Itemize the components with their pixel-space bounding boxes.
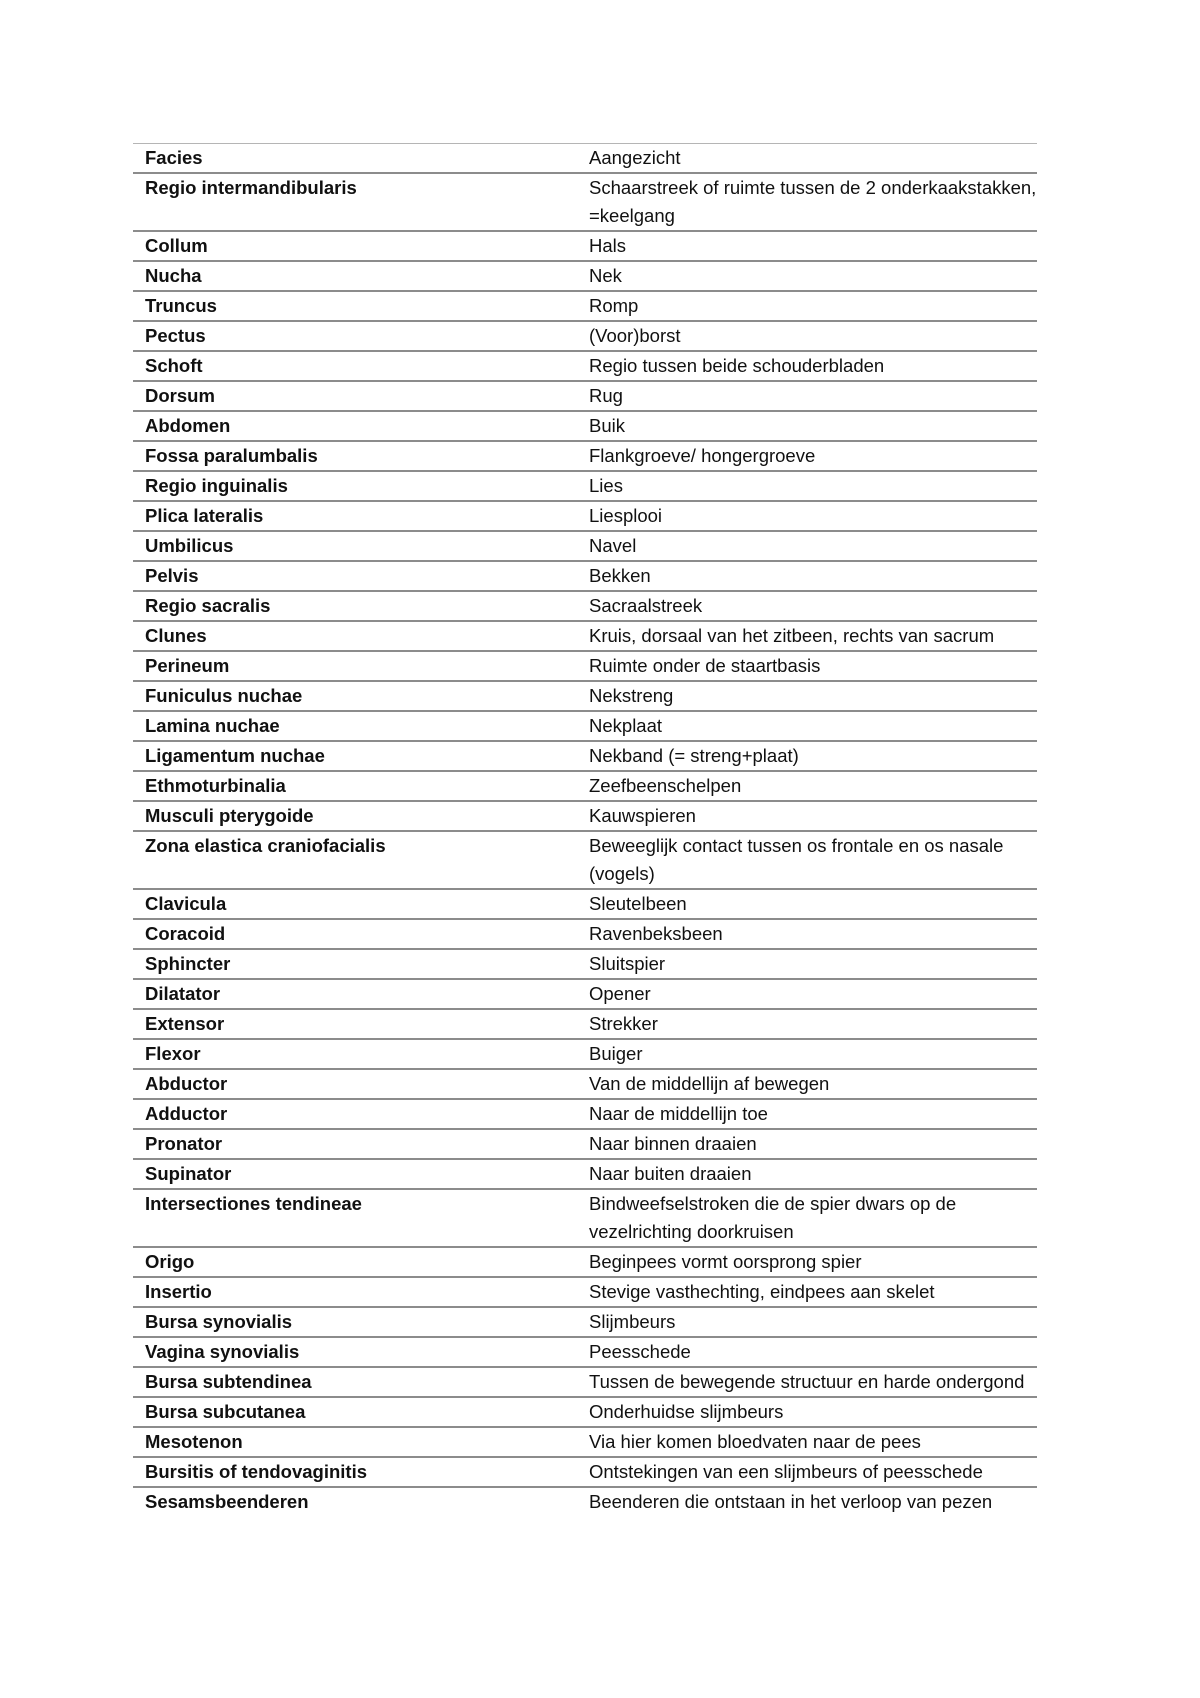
table-row bbox=[133, 381, 1037, 411]
table-row bbox=[133, 1367, 1037, 1397]
definition-cell: Onderhuidse slijmbeurs bbox=[589, 1401, 784, 1422]
term-cell: Extensor bbox=[145, 1013, 225, 1034]
table-row bbox=[133, 651, 1037, 681]
definition-cell: Aangezicht bbox=[589, 147, 681, 168]
table-row bbox=[133, 1247, 1037, 1277]
definition-cell: Romp bbox=[589, 295, 639, 316]
definition-cell: Slijmbeurs bbox=[589, 1311, 676, 1332]
term-cell: Lamina nuchae bbox=[145, 715, 280, 736]
term-cell: Clavicula bbox=[145, 893, 227, 914]
definition-cell: Beenderen die ontstaan in het verloop van pezen bbox=[589, 1491, 993, 1512]
table-row bbox=[133, 711, 1037, 741]
table-row bbox=[133, 321, 1037, 351]
definition-cell: Naar binnen draaien bbox=[589, 1133, 757, 1154]
table-row bbox=[133, 621, 1037, 651]
definition-cell: Nek bbox=[589, 265, 622, 286]
term-cell: Flexor bbox=[145, 1043, 201, 1064]
terminology-table bbox=[133, 143, 1037, 1516]
table-row bbox=[133, 1009, 1037, 1039]
term-cell: Fossa paralumbalis bbox=[145, 445, 318, 466]
term-cell: Sesamsbeenderen bbox=[145, 1491, 309, 1512]
definition-cell: Naar de middellijn toe bbox=[589, 1103, 768, 1124]
term-cell: Bursitis of tendovaginitis bbox=[145, 1461, 368, 1482]
term-cell: Funiculus nuchae bbox=[145, 685, 303, 706]
definition-cell: Rug bbox=[589, 385, 623, 406]
definition-cell: Opener bbox=[589, 983, 651, 1004]
term-cell: Supinator bbox=[145, 1163, 232, 1184]
definition-cell: Bindweefselstroken die de spier dwars op de vezelrichting doorkruisen bbox=[589, 1193, 957, 1242]
table-row bbox=[133, 1159, 1037, 1189]
table-row bbox=[133, 144, 1037, 174]
table-row bbox=[133, 1099, 1037, 1129]
table-row bbox=[133, 771, 1037, 801]
table-row bbox=[133, 441, 1037, 471]
term-cell: Collum bbox=[145, 235, 208, 256]
definition-cell: Regio tussen beide schouderbladen bbox=[589, 355, 885, 376]
term-cell: Ligamentum nuchae bbox=[145, 745, 325, 766]
term-cell: Vagina synovialis bbox=[145, 1341, 300, 1362]
table-row bbox=[133, 1457, 1037, 1487]
table-row bbox=[133, 1069, 1037, 1099]
table-row bbox=[133, 291, 1037, 321]
term-cell: Bursa synovialis bbox=[145, 1311, 293, 1332]
term-cell: Regio intermandibularis bbox=[145, 177, 357, 198]
term-cell: Bursa subtendinea bbox=[145, 1371, 312, 1392]
term-cell: Regio sacralis bbox=[145, 595, 271, 616]
definition-cell: Nekplaat bbox=[589, 715, 663, 736]
definition-cell: Strekker bbox=[589, 1013, 658, 1034]
term-cell: Mesotenon bbox=[145, 1431, 243, 1452]
definition-cell: Schaarstreek of ruimte tussen de 2 onderkaakstakken, =keelgang bbox=[589, 177, 1037, 226]
term-cell: Zona elastica craniofacialis bbox=[145, 835, 386, 856]
definition-cell: Sacraalstreek bbox=[589, 595, 703, 616]
table-row bbox=[133, 1487, 1037, 1516]
table-row bbox=[133, 351, 1037, 381]
definition-cell: Kruis, dorsaal van het zitbeen, rechts van sacrum bbox=[589, 625, 995, 646]
table-row bbox=[133, 801, 1037, 831]
definition-cell: Kauwspieren bbox=[589, 805, 696, 826]
definition-cell: Ontstekingen van een slijmbeurs of peesschede bbox=[589, 1461, 983, 1482]
definition-cell: Nekband (= streng+plaat) bbox=[589, 745, 799, 766]
term-cell: Intersectiones tendineae bbox=[145, 1193, 362, 1214]
definition-cell: Ruimte onder de staartbasis bbox=[589, 655, 821, 676]
table-row bbox=[133, 411, 1037, 441]
definition-cell: Navel bbox=[589, 535, 637, 556]
definition-cell: Zeefbeenschelpen bbox=[589, 775, 742, 796]
definition-cell: (Voor)borst bbox=[589, 325, 681, 346]
definition-cell: Liesplooi bbox=[589, 505, 663, 526]
term-cell: Schoft bbox=[145, 355, 203, 376]
definition-cell: Via hier komen bloedvaten naar de pees bbox=[589, 1431, 921, 1452]
term-cell: Insertio bbox=[145, 1281, 212, 1302]
table-row bbox=[133, 561, 1037, 591]
definition-cell: Buik bbox=[589, 415, 625, 436]
table-row bbox=[133, 1397, 1037, 1427]
definition-cell: Stevige vasthechting, eindpees aan skelet bbox=[589, 1281, 935, 1302]
definition-cell: Lies bbox=[589, 475, 623, 496]
table-row bbox=[133, 1427, 1037, 1457]
table-row bbox=[133, 231, 1037, 261]
definition-cell: Nekstreng bbox=[589, 685, 674, 706]
table-row bbox=[133, 681, 1037, 711]
definition-cell: Beginpees vormt oorsprong spier bbox=[589, 1251, 862, 1272]
table-row bbox=[133, 831, 1037, 889]
term-cell: Dorsum bbox=[145, 385, 215, 406]
table-row bbox=[133, 1129, 1037, 1159]
table-row bbox=[133, 979, 1037, 1009]
term-cell: Coracoid bbox=[145, 923, 226, 944]
term-cell: Truncus bbox=[145, 295, 217, 316]
definition-cell: Tussen de bewegende structuur en harde ondergond bbox=[589, 1371, 1025, 1392]
table-row bbox=[133, 1189, 1037, 1247]
table-row bbox=[133, 531, 1037, 561]
terminology-table-body bbox=[133, 144, 1037, 1517]
definition-cell: Buiger bbox=[589, 1043, 643, 1064]
term-cell: Bursa subcutanea bbox=[145, 1401, 306, 1422]
definition-cell: Flankgroeve/ hongergroeve bbox=[589, 445, 816, 466]
term-cell: Origo bbox=[145, 1251, 195, 1272]
table-row bbox=[133, 949, 1037, 979]
term-cell: Musculi pterygoide bbox=[145, 805, 314, 826]
term-cell: Sphincter bbox=[145, 953, 231, 974]
term-cell: Abductor bbox=[145, 1073, 228, 1094]
definition-cell: Sluitspier bbox=[589, 953, 666, 974]
table-row bbox=[133, 591, 1037, 621]
term-cell: Regio inguinalis bbox=[145, 475, 288, 496]
definition-cell: Naar buiten draaien bbox=[589, 1163, 752, 1184]
table-row bbox=[133, 471, 1037, 501]
term-cell: Pectus bbox=[145, 325, 206, 346]
term-cell: Umbilicus bbox=[145, 535, 234, 556]
term-cell: Clunes bbox=[145, 625, 207, 646]
term-cell: Adductor bbox=[145, 1103, 228, 1124]
definition-cell: Hals bbox=[589, 235, 627, 256]
term-cell: Abdomen bbox=[145, 415, 231, 436]
table-row bbox=[133, 173, 1037, 231]
term-cell: Dilatator bbox=[145, 983, 221, 1004]
definition-cell: Peesschede bbox=[589, 1341, 691, 1362]
table-row bbox=[133, 1277, 1037, 1307]
definition-cell: Beweeglijk contact tussen os frontale en os nasale (vogels) bbox=[589, 835, 1004, 884]
term-cell: Pelvis bbox=[145, 565, 199, 586]
definition-cell: Bekken bbox=[589, 565, 651, 586]
term-cell: Ethmoturbinalia bbox=[145, 775, 286, 796]
definition-cell: Ravenbeksbeen bbox=[589, 923, 723, 944]
term-cell: Facies bbox=[145, 147, 203, 168]
definition-cell: Sleutelbeen bbox=[589, 893, 687, 914]
table-row bbox=[133, 889, 1037, 919]
table-row bbox=[133, 1039, 1037, 1069]
table-row bbox=[133, 261, 1037, 291]
term-cell: Pronator bbox=[145, 1133, 223, 1154]
term-cell: Plica lateralis bbox=[145, 505, 264, 526]
definition-cell: Van de middellijn af bewegen bbox=[589, 1073, 830, 1094]
term-cell: Nucha bbox=[145, 265, 202, 286]
table-row bbox=[133, 1337, 1037, 1367]
table-row bbox=[133, 1307, 1037, 1337]
table-row bbox=[133, 501, 1037, 531]
term-cell: Perineum bbox=[145, 655, 230, 676]
table-row bbox=[133, 919, 1037, 949]
table-row bbox=[133, 741, 1037, 771]
